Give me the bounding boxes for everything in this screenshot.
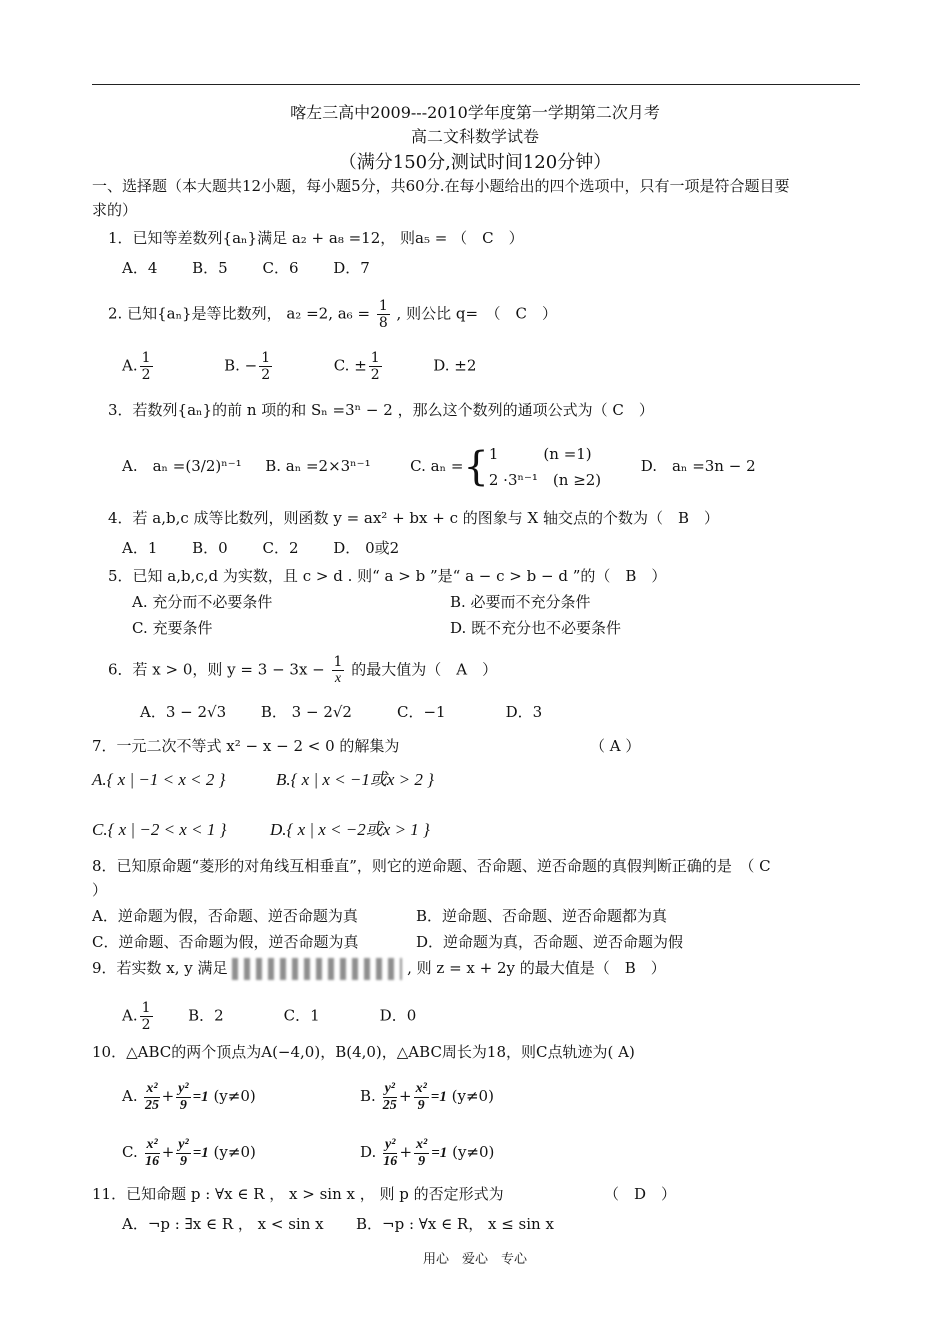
q2-options xyxy=(122,350,476,383)
q7-answer: （ A ） xyxy=(590,737,641,755)
q7-opt-b: B.{ x | x < −1或x > 2 } xyxy=(276,770,434,789)
q3-opt-d: D. aₙ =3n − 2 xyxy=(640,457,756,475)
fraction-x2-16: $\frac{\text{x²}}{16}$ xyxy=(145,1136,160,1169)
q11-opt-b: B．¬p : ∀x ∈ R， x ≤ sin x xyxy=(356,1215,554,1233)
q3-opt-c-cases xyxy=(489,441,601,493)
q5-opt-b: B. 必要而不充分条件 xyxy=(450,593,591,611)
q1-stem: 1．已知等差数列{aₙ}满足 a₂ + a₈ =12， 则a₅ = （ C ） xyxy=(108,229,524,247)
q9-stem-a: 9．若实数 x, y 满足 xyxy=(92,959,228,977)
q10-opt-a: A. xyxy=(122,1087,138,1105)
q2-stem-b: , 则公比 q= （ C ） xyxy=(396,304,557,323)
q7-opt-a: A.{ x | −1 < x < 2 } xyxy=(92,770,226,789)
q10-cond-c: (y≠0) xyxy=(213,1143,256,1161)
q9-options xyxy=(122,1000,416,1033)
q9-rest: B．2 C．1 D．0 xyxy=(188,1006,417,1025)
q10-opt-c: C. xyxy=(122,1143,138,1161)
q6-stem-a: 6．若 x > 0，则 y = 3 − 3x − xyxy=(108,660,325,679)
q3-case-2: 2 ·3ⁿ⁻¹ (n ≥2) xyxy=(488,471,602,489)
section-intro-line-1: 一、选择题（本大题共12小题，每小题5分，共60分.在每小题给出的四个选项中，只有一项是符合题目要 xyxy=(92,177,790,195)
q3-opt-b: B. aₙ =2×3ⁿ⁻¹ xyxy=(265,457,371,475)
q10-opt-d: D. xyxy=(360,1143,377,1161)
q4-stem: 4．若 a,b,c 成等比数列，则函数 y = ax² + bx + c 的图象与 X 轴交点的个数为（ B ） xyxy=(108,509,720,527)
q7-opt-d: D.{ x | x < −2或x > 1 } xyxy=(270,820,430,839)
q6-options: A．3 − 2√3 B． 3 − 2√2 C．−1 D．3 xyxy=(140,703,543,721)
q6-stem xyxy=(108,654,497,687)
q8-opt-a: A．逆命题为假，否命题、逆否命题为真 xyxy=(92,907,358,925)
q4-options: A．1 B．0 C．2 D． 0或2 xyxy=(122,539,400,557)
q6-stem-b: 的最大值为（ A ） xyxy=(351,660,498,679)
q2-opt-c: C. ± xyxy=(333,356,367,375)
q2-stem xyxy=(108,298,557,331)
q10-opt-d-row: D. $\frac{\text{y²}}{16}$ + $\frac{\text{x²}}{9}$ =1 (y≠0) xyxy=(360,1136,495,1169)
q10-opt-b-row: B. $\frac{\text{y²}}{25}$ + $\frac{\text{x²}}{9}$ =1 (y≠0) xyxy=(360,1080,494,1113)
q10-opt-b: B. xyxy=(360,1087,376,1105)
q8-opt-c: C．逆命题、否命题为假，逆否命题为真 xyxy=(92,933,359,951)
q9-stem xyxy=(92,958,666,980)
title-line-1: 喀左三高中2009---2010学年度第一学期第二次月考 xyxy=(290,103,660,122)
q10-opt-a-row: A. $\frac{\text{x²}}{25}$ + $\frac{\text{y²}}{9}$ =1 (y≠0) xyxy=(122,1080,256,1113)
brace-icon: { xyxy=(463,444,489,490)
q10-cond-d: (y≠0) xyxy=(452,1143,495,1161)
q10-cond-b: (y≠0) xyxy=(451,1087,494,1105)
top-rule xyxy=(92,84,860,85)
q7-opt-c: C.{ x | −2 < x < 1 } xyxy=(92,820,227,839)
q3-stem: 3．若数列{aₙ}的前 n 项的和 Sₙ =3ⁿ − 2 ，那么这个数列的通项公式为（ C ） xyxy=(108,401,654,419)
q11-answer: （ D ） xyxy=(604,1185,677,1203)
q3-case-1: 1 (n =1) xyxy=(488,445,592,463)
q5-opt-a: A. 充分而不必要条件 xyxy=(132,593,273,611)
q2-opt-b: B. − xyxy=(224,356,258,375)
fraction-1-2: $\frac{1}{2}$ xyxy=(141,1000,151,1033)
fraction-1-2: $\frac{1}{2}$ xyxy=(261,350,271,383)
q1-options: A．4 B．5 C．6 D．7 xyxy=(122,259,370,277)
fraction-x2-9: $\frac{\text{x²}}{9}$ xyxy=(416,1136,428,1169)
section-intro-line-2: 求的） xyxy=(92,201,138,219)
q8-opt-d: D．逆命题为真，否命题、逆否命题为假 xyxy=(416,933,684,951)
q2-opt-d: D. ±2 xyxy=(433,356,477,375)
q5-stem: 5．已知 a,b,c,d 为实数，且 c > d . 则“ a > b ”是“ a − c > b − d ”的（ B ） xyxy=(108,567,667,585)
footer: 用心 爱心 专心 xyxy=(422,1252,527,1267)
q3-opt-a: A. aₙ =(3/2)ⁿ⁻¹ xyxy=(122,457,242,475)
q8-opt-b: B．逆命题、否命题、逆否命题都为真 xyxy=(416,907,668,925)
title-line-2: 高二文科数学试卷 xyxy=(410,127,539,146)
title-line-3: （满分150分,测试时间120分钟） xyxy=(338,152,612,173)
fraction-1-8: $\frac{1}{8}$ xyxy=(378,298,388,331)
q3-options xyxy=(122,440,756,493)
q5-opt-c: C. 充要条件 xyxy=(132,619,213,637)
q9-stem-b: , 则 z = x + 2y 的最大值是（ B ） xyxy=(407,959,666,977)
fraction-1-2: $\frac{1}{2}$ xyxy=(141,350,151,383)
fraction-y2-9: $\frac{\text{y²}}{9}$ xyxy=(178,1136,189,1169)
q10-cond-a: (y≠0) xyxy=(213,1087,256,1105)
q8-stem-line-1: 8．已知原命题“菱形的对角线互相垂直”，则它的逆命题、否命题、逆否命题的真假判断正确的是 （ C xyxy=(92,857,771,875)
fraction-y2-25: $\frac{\text{y²}}{25}$ xyxy=(382,1080,397,1113)
q5-opt-d: D. 既不充分也不必要条件 xyxy=(450,619,622,637)
q10-stem: 10．△ABC的两个顶点为A(−4,0)，B(4,0)，△ABC周长为18，则C点轨迹为( A) xyxy=(92,1043,635,1061)
q10-opt-c-row: C. $\frac{\text{x²}}{16}$ + $\frac{\text{y²}}{9}$ =1 (y≠0) xyxy=(122,1136,256,1169)
fraction-y2-16: $\frac{\text{y²}}{16}$ xyxy=(383,1136,398,1169)
q2-stem-a: 2. 已知{aₙ}是等比数列， a₂ =2, a₆ = xyxy=(108,304,371,323)
q7-stem: 7．一元二次不等式 x² − x − 2 < 0 的解集为 xyxy=(92,737,400,755)
fraction-1-x: $\frac{1}{x}$ xyxy=(333,654,343,686)
q8-stem-line-2: ） xyxy=(92,881,108,899)
q9-opt-a: A. xyxy=(122,1006,138,1025)
q11-stem: 11．已知命题 p : ∀x ∈ R ， x > sin x ， 则 p 的否定形式为 xyxy=(92,1185,504,1203)
fraction-x2-25: $\frac{\text{x²}}{25}$ xyxy=(144,1080,159,1113)
fraction-y2-9: $\frac{\text{y²}}{9}$ xyxy=(178,1080,189,1113)
fraction-1-2: $\frac{1}{2}$ xyxy=(370,350,380,383)
fraction-x2-9: $\frac{\text{x²}}{9}$ xyxy=(415,1080,427,1113)
blurred-constraint-image xyxy=(232,958,402,980)
q2-opt-a: A. xyxy=(122,356,138,375)
q11-opt-a: A．¬p : ∃x ∈ R ， x < sin x xyxy=(122,1215,324,1233)
q3-opt-c-label: C. aₙ = xyxy=(410,457,464,475)
